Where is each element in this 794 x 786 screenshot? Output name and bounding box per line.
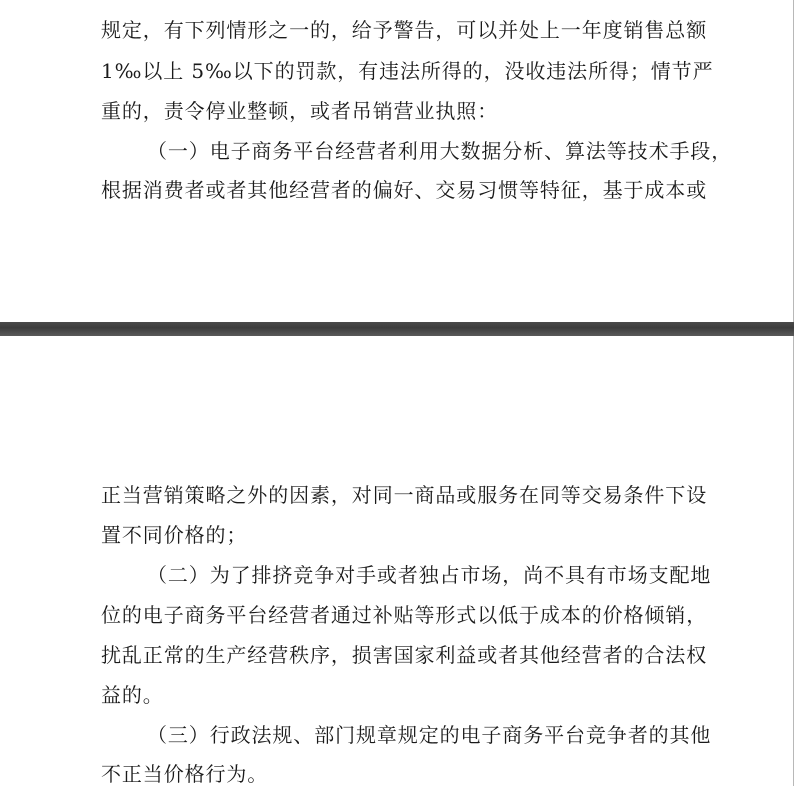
document-page-bottom — [0, 336, 794, 786]
paragraph-line: 置不同价格的； — [101, 523, 248, 547]
paragraph-line: 扰乱正常的生产经营秩序，损害国家利益或者其他经营者的合法权 — [101, 643, 708, 667]
paragraph-line: 位的电子商务平台经营者通过补贴等形式以低于成本的价格倾销， — [101, 603, 708, 627]
paragraph-line: 重的，责令停业整顿，或者吊销营业执照： — [101, 99, 499, 123]
paragraph-line: 1‰以上 5‰以下的罚款，有违法所得的，没收违法所得；情节严 — [101, 59, 714, 83]
clause-three-line: （三）行政法规、部门规章规定的电子商务平台竞争者的其他 — [147, 723, 712, 747]
paragraph-line: 规定，有下列情形之一的，给予警告，可以并处上一年度销售总额 — [101, 18, 708, 42]
paragraph-line: 益的。 — [101, 683, 164, 707]
paragraph-line: 根据消费者或者其他经营者的偏好、交易习惯等特征，基于成本或 — [101, 178, 708, 202]
paragraph-line: 不正当价格行为。 — [101, 762, 269, 786]
clause-two-line: （二）为了排挤竞争对手或者独占市场，尚不具有市场支配地 — [147, 563, 712, 587]
paragraph-line: 正当营销策略之外的因素，对同一商品或服务在同等交易条件下设 — [101, 483, 708, 507]
page-separator — [0, 322, 794, 336]
clause-one-line: （一）电子商务平台经营者利用大数据分析、算法等技术手段， — [147, 139, 733, 163]
document-page-top — [0, 0, 794, 322]
